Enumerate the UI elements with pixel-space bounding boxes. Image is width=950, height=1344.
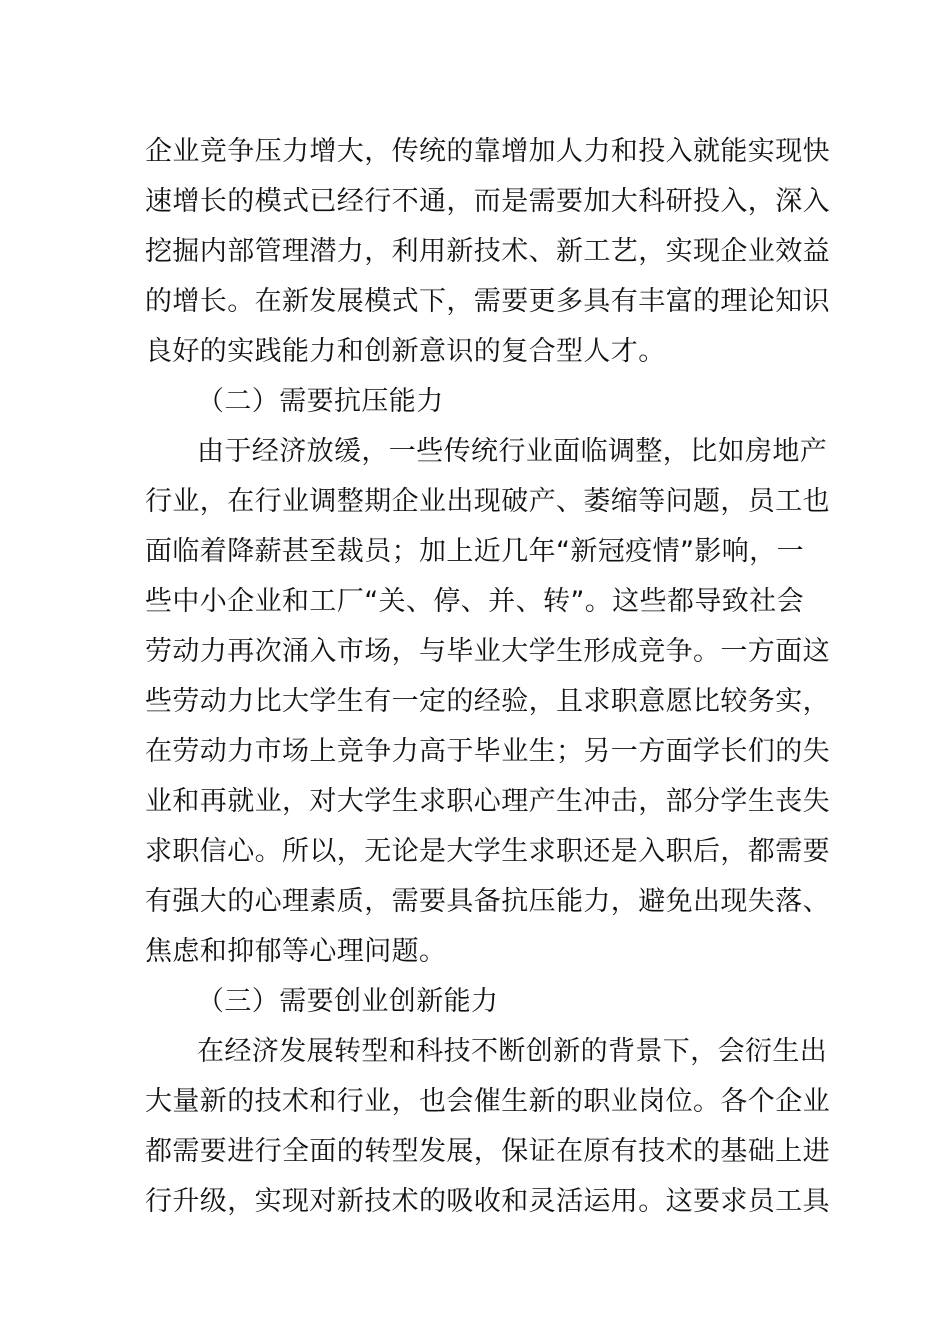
paragraph-line: 些中小企业和工厂“关、停、并、转”。这些都导致社会 (145, 586, 804, 617)
paragraph-line: 面临着降薪甚至裁员；加上近几年“新冠疫情”影响，一 (145, 536, 804, 567)
paragraph-line: 在劳动力市场上竞争力高于毕业生；另一方面学长们的失 (145, 736, 830, 767)
paragraph-line: 速增长的模式已经行不通，而是需要加大科研投入，深入 (145, 186, 830, 217)
paragraph-line: 的增长。在新发展模式下，需要更多具有丰富的理论知识 (145, 286, 830, 317)
paragraph-line: 良好的实践能力和创新意识的复合型人才。 (145, 336, 666, 367)
paragraph-line: 些劳动力比大学生有一定的经验，且求职意愿比较务实， (145, 686, 830, 717)
paragraph-line: 行升级，实现对新技术的吸收和灵活运用。这要求员工具 (145, 1186, 830, 1217)
section-heading: （二）需要抗压能力 (197, 386, 444, 417)
paragraph-line: 有强大的心理素质，需要具备抗压能力，避免出现失落、 (145, 886, 830, 917)
paragraph-line: 焦虑和抑郁等心理问题。 (145, 936, 447, 967)
paragraph-line: 在经济发展转型和科技不断创新的背景下，会衍生出 (197, 1036, 828, 1067)
section-heading: （三）需要创业创新能力 (197, 986, 499, 1017)
paragraph-line: 大量新的技术和行业，也会催生新的职业岗位。各个企业 (145, 1086, 830, 1117)
paragraph-line: 挖掘内部管理潜力，利用新技术、新工艺，实现企业效益 (145, 236, 830, 267)
paragraph-line: 业和再就业，对大学生求职心理产生冲击，部分学生丧失 (145, 786, 830, 817)
paragraph-line: 企业竞争压力增大，传统的靠增加人力和投入就能实现快 (145, 136, 830, 167)
paragraph-line: 行业，在行业调整期企业出现破产、萎缩等问题，员工也 (145, 486, 830, 517)
paragraph-line: 都需要进行全面的转型发展，保证在原有技术的基础上进 (145, 1136, 830, 1167)
paragraph-line: 求职信心。所以，无论是大学生求职还是入职后，都需要 (145, 836, 830, 867)
paragraph-line: 劳动力再次涌入市场，与毕业大学生形成竞争。一方面这 (145, 636, 830, 667)
paragraph-line: 由于经济放缓，一些传统行业面临调整，比如房地产 (197, 436, 828, 467)
